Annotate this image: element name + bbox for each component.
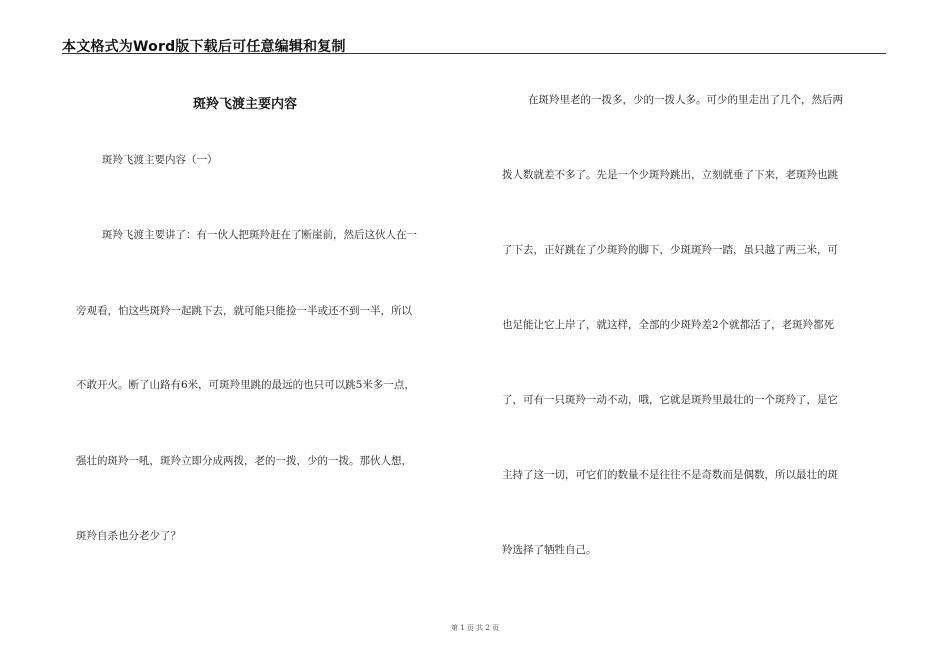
document-title: 斑羚飞渡主要内容 [193, 97, 298, 112]
left-paragraph-line: 斑羚飞渡主要讲了：有一伙人把斑羚赶在了断崖前，然后这伙人在一 [102, 229, 417, 241]
right-paragraph-line: 羚选择了牺牲自己。 [502, 544, 597, 556]
right-paragraph-line: 了，可有一只斑羚一动不动，哦，它就是斑羚里最壮的一个斑羚了，是它 [502, 394, 838, 406]
left-paragraph-line: 不敢开火。断了山路有6米，可斑羚里跳的最远的也只可以跳5米多一点， [76, 379, 415, 391]
left-paragraph-line: 斑羚自杀也分老少了？ [76, 530, 181, 542]
left-paragraph-line: 旁观看，怕这些斑羚一起跳下去，就可能只能捡一半或还不到一半，所以 [76, 305, 412, 317]
header-divider [62, 53, 886, 54]
left-paragraph-line: 斑羚飞渡主要内容（一） [102, 154, 218, 166]
header-banner: 本文格式为Word版下载后可任意编辑和复制 [62, 39, 346, 55]
right-paragraph-line: 了下去，正好跳在了少斑羚的脚下，少斑斑羚一踏，虽只越了两三米，可 [502, 244, 838, 256]
right-paragraph-line: 也足能让它上岸了，就这样，全部的少斑羚差2个就都活了，老斑羚都死 [502, 319, 835, 331]
right-paragraph-line: 拨人数就差不多了。先是一个少斑羚跳出，立刻就垂了下来，老斑羚也跳 [502, 169, 838, 181]
right-paragraph-line: 主持了这一切，可它们的数量不是往往不是奇数而是偶数，所以最壮的斑 [502, 469, 838, 481]
page-number: 第 1 页 共 2 页 [450, 624, 500, 632]
left-paragraph-line: 强壮的斑羚一吼，斑羚立即分成两拨，老的一拨，少的一拨。那伙人想， [76, 455, 412, 467]
right-paragraph-line: 在斑羚里老的一拨多，少的一拨人多。可少的里走出了几个，然后两 [528, 94, 843, 106]
